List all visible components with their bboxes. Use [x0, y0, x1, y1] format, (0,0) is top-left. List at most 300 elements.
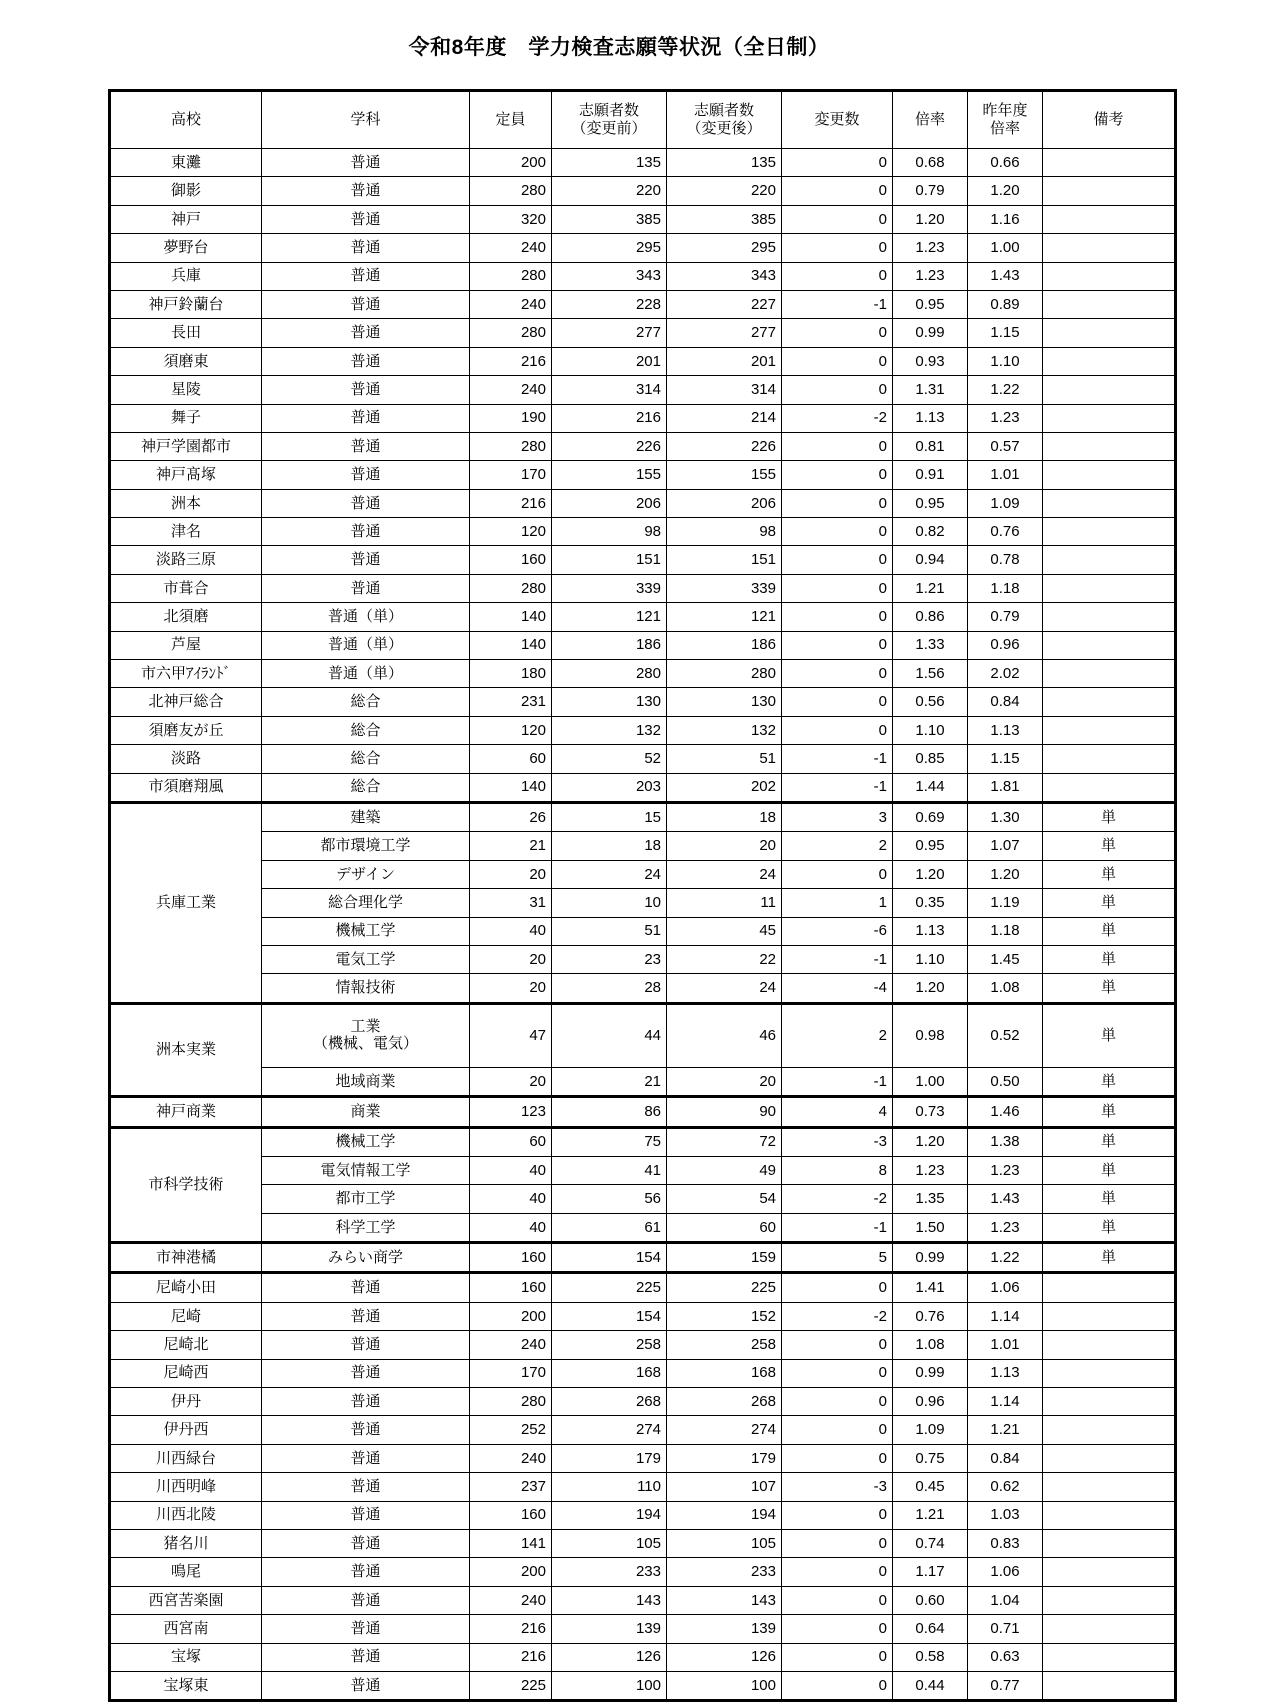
cell-department: 普通 — [262, 1331, 470, 1359]
cell-applicants-after: 98 — [667, 518, 782, 546]
cell-note — [1043, 149, 1176, 177]
cell-applicants-before: 24 — [552, 860, 667, 888]
cell-applicants-after: 295 — [667, 234, 782, 262]
cell-school: 西宮苦楽園 — [110, 1586, 262, 1614]
table-row — [110, 889, 1176, 917]
cell-capacity: 140 — [470, 773, 552, 802]
cell-last-year-ratio: 1.00 — [968, 234, 1043, 262]
cell-change: 0 — [782, 1671, 893, 1700]
cell-department: 普通 — [262, 290, 470, 318]
cell-capacity: 160 — [470, 1273, 552, 1302]
cell-note: 単 — [1043, 1097, 1176, 1127]
cell-note — [1043, 1529, 1176, 1557]
table-row — [110, 773, 1176, 802]
cell-applicants-after: 11 — [667, 889, 782, 917]
table-row — [110, 319, 1176, 347]
cell-applicants-before: 154 — [552, 1302, 667, 1330]
cell-ratio: 1.21 — [893, 574, 968, 602]
cell-applicants-after: 105 — [667, 1529, 782, 1557]
cell-department: 普通 — [262, 546, 470, 574]
table-row — [110, 1273, 1176, 1302]
cell-department: 普通 — [262, 574, 470, 602]
applicants-after-line2: （変更後） — [686, 120, 762, 137]
cell-change: 0 — [782, 716, 893, 744]
cell-capacity: 40 — [470, 1213, 552, 1242]
cell-ratio: 0.99 — [893, 1243, 968, 1273]
cell-department: 総合 — [262, 716, 470, 744]
cell-capacity: 216 — [470, 1643, 552, 1671]
cell-last-year-ratio: 0.78 — [968, 546, 1043, 574]
cell-department: 電気情報工学 — [262, 1156, 470, 1184]
cell-department: 商業 — [262, 1097, 470, 1127]
cell-applicants-after: 202 — [667, 773, 782, 802]
cell-last-year-ratio: 1.38 — [968, 1127, 1043, 1156]
table-row — [110, 1359, 1176, 1387]
cell-applicants-after: 280 — [667, 660, 782, 688]
cell-capacity: 40 — [470, 1156, 552, 1184]
cell-capacity: 280 — [470, 432, 552, 460]
table-row — [110, 660, 1176, 688]
cell-department: 機械工学 — [262, 1127, 470, 1156]
applications-table-container — [108, 89, 1174, 1702]
cell-change: -1 — [782, 945, 893, 973]
cell-school: 市科学技術 — [110, 1127, 262, 1243]
cell-applicants-before: 233 — [552, 1558, 667, 1586]
cell-last-year-ratio: 1.21 — [968, 1416, 1043, 1444]
cell-last-year-ratio: 1.23 — [968, 404, 1043, 432]
cell-capacity: 237 — [470, 1473, 552, 1501]
cell-change: -1 — [782, 290, 893, 318]
table-header-row — [110, 91, 1176, 149]
cell-last-year-ratio: 0.96 — [968, 631, 1043, 659]
table-row — [110, 745, 1176, 773]
cell-ratio: 0.74 — [893, 1529, 968, 1557]
cell-department: 普通 — [262, 1416, 470, 1444]
cell-applicants-after: 60 — [667, 1213, 782, 1242]
cell-last-year-ratio: 1.14 — [968, 1388, 1043, 1416]
cell-ratio: 0.95 — [893, 290, 968, 318]
cell-applicants-before: 98 — [552, 518, 667, 546]
cell-department: 普通 — [262, 1444, 470, 1472]
page-title: 令和8年度 学力検査志願等状況（全日制） — [408, 36, 830, 59]
cell-ratio: 0.76 — [893, 1302, 968, 1330]
cell-note — [1043, 1558, 1176, 1586]
table-row — [110, 1586, 1176, 1614]
cell-note: 単 — [1043, 860, 1176, 888]
column-header-note: 備考 — [1043, 91, 1176, 149]
cell-applicants-after: 107 — [667, 1473, 782, 1501]
table-row — [110, 574, 1176, 602]
cell-department: 総合 — [262, 688, 470, 716]
cell-applicants-before: 44 — [552, 1003, 667, 1067]
cell-applicants-before: 135 — [552, 149, 667, 177]
cell-school: 西宮南 — [110, 1615, 262, 1643]
cell-applicants-before: 23 — [552, 945, 667, 973]
cell-ratio: 0.99 — [893, 1359, 968, 1387]
cell-capacity: 252 — [470, 1416, 552, 1444]
cell-ratio: 1.50 — [893, 1213, 968, 1242]
cell-ratio: 0.73 — [893, 1097, 968, 1127]
cell-department: 普通 — [262, 149, 470, 177]
cell-applicants-after: 90 — [667, 1097, 782, 1127]
cell-note — [1043, 518, 1176, 546]
cell-note: 単 — [1043, 1213, 1176, 1242]
cell-applicants-before: 201 — [552, 347, 667, 375]
cell-change: 0 — [782, 1615, 893, 1643]
cell-change: 0 — [782, 1416, 893, 1444]
cell-change: -3 — [782, 1473, 893, 1501]
cell-department: 普通 — [262, 376, 470, 404]
cell-applicants-after: 143 — [667, 1586, 782, 1614]
cell-change: 0 — [782, 1359, 893, 1387]
cell-ratio: 0.82 — [893, 518, 968, 546]
cell-department: 科学工学 — [262, 1213, 470, 1242]
cell-ratio: 0.85 — [893, 745, 968, 773]
cell-ratio: 0.58 — [893, 1643, 968, 1671]
cell-last-year-ratio: 1.22 — [968, 376, 1043, 404]
cell-last-year-ratio: 1.45 — [968, 945, 1043, 973]
table-body — [110, 149, 1176, 1701]
cell-last-year-ratio: 1.43 — [968, 262, 1043, 290]
cell-school: 須磨友が丘 — [110, 716, 262, 744]
table-row — [110, 1558, 1176, 1586]
cell-last-year-ratio: 1.20 — [968, 860, 1043, 888]
cell-applicants-after: 225 — [667, 1273, 782, 1302]
cell-school: 市葺合 — [110, 574, 262, 602]
cell-applicants-after: 72 — [667, 1127, 782, 1156]
cell-applicants-after: 206 — [667, 489, 782, 517]
cell-note — [1043, 404, 1176, 432]
table-header — [110, 91, 1176, 149]
table-row — [110, 1529, 1176, 1557]
cell-change: 0 — [782, 631, 893, 659]
cell-ratio: 0.99 — [893, 319, 968, 347]
cell-change: -2 — [782, 1185, 893, 1213]
cell-school: 芦屋 — [110, 631, 262, 659]
cell-department: 普通（単） — [262, 660, 470, 688]
cell-ratio: 1.23 — [893, 234, 968, 262]
cell-applicants-before: 314 — [552, 376, 667, 404]
cell-change: 0 — [782, 489, 893, 517]
cell-applicants-after: 45 — [667, 917, 782, 945]
cell-ratio: 0.45 — [893, 1473, 968, 1501]
cell-department: 普通 — [262, 1529, 470, 1557]
cell-change: 0 — [782, 262, 893, 290]
cell-applicants-after: 139 — [667, 1615, 782, 1643]
cell-note — [1043, 603, 1176, 631]
cell-applicants-before: 100 — [552, 1671, 667, 1700]
cell-school: 宝塚東 — [110, 1671, 262, 1700]
cell-capacity: 240 — [470, 290, 552, 318]
cell-applicants-after: 194 — [667, 1501, 782, 1529]
cell-applicants-after: 220 — [667, 177, 782, 205]
cell-note — [1043, 1416, 1176, 1444]
cell-applicants-before: 343 — [552, 262, 667, 290]
cell-school: 尼崎西 — [110, 1359, 262, 1387]
cell-school: 神戸鈴蘭台 — [110, 290, 262, 318]
cell-last-year-ratio: 1.46 — [968, 1097, 1043, 1127]
cell-last-year-ratio: 1.08 — [968, 974, 1043, 1003]
cell-last-year-ratio: 1.43 — [968, 1185, 1043, 1213]
cell-applicants-before: 179 — [552, 1444, 667, 1472]
cell-change: 0 — [782, 518, 893, 546]
cell-department: 普通 — [262, 177, 470, 205]
cell-department: 普通（単） — [262, 631, 470, 659]
cell-applicants-before: 225 — [552, 1273, 667, 1302]
cell-applicants-before: 206 — [552, 489, 667, 517]
cell-applicants-after: 132 — [667, 716, 782, 744]
cell-last-year-ratio: 2.02 — [968, 660, 1043, 688]
table-row — [110, 688, 1176, 716]
cell-note — [1043, 290, 1176, 318]
cell-department: 普通 — [262, 1302, 470, 1330]
cell-applicants-after: 168 — [667, 1359, 782, 1387]
cell-department: 普通 — [262, 1473, 470, 1501]
cell-school: 洲本 — [110, 489, 262, 517]
cell-note — [1043, 688, 1176, 716]
table-row — [110, 974, 1176, 1003]
cell-school: 市神港橘 — [110, 1243, 262, 1273]
cell-school: 川西北陵 — [110, 1501, 262, 1529]
cell-change: 0 — [782, 376, 893, 404]
table-row — [110, 518, 1176, 546]
cell-change: 3 — [782, 802, 893, 831]
cell-applicants-after: 24 — [667, 860, 782, 888]
cell-applicants-before: 61 — [552, 1213, 667, 1242]
cell-applicants-after: 22 — [667, 945, 782, 973]
cell-capacity: 40 — [470, 1185, 552, 1213]
table-row — [110, 945, 1176, 973]
column-header-applicants-after — [667, 91, 782, 149]
cell-note: 単 — [1043, 1127, 1176, 1156]
cell-change: 0 — [782, 688, 893, 716]
cell-change: -2 — [782, 1302, 893, 1330]
cell-note: 単 — [1043, 832, 1176, 860]
cell-ratio: 0.69 — [893, 802, 968, 831]
table-row — [110, 1243, 1176, 1273]
cell-change: -2 — [782, 404, 893, 432]
cell-school: 北神戸総合 — [110, 688, 262, 716]
cell-department: 建築 — [262, 802, 470, 831]
cell-capacity: 240 — [470, 376, 552, 404]
cell-capacity: 141 — [470, 1529, 552, 1557]
cell-ratio: 1.44 — [893, 773, 968, 802]
cell-note — [1043, 1302, 1176, 1330]
cell-capacity: 280 — [470, 262, 552, 290]
cell-capacity: 20 — [470, 1067, 552, 1096]
cell-capacity: 240 — [470, 1444, 552, 1472]
cell-capacity: 170 — [470, 461, 552, 489]
cell-capacity: 240 — [470, 1331, 552, 1359]
cell-ratio: 1.00 — [893, 1067, 968, 1096]
cell-applicants-before: 28 — [552, 974, 667, 1003]
table-row — [110, 603, 1176, 631]
cell-ratio: 0.44 — [893, 1671, 968, 1700]
cell-last-year-ratio: 1.01 — [968, 1331, 1043, 1359]
cell-note — [1043, 376, 1176, 404]
cell-last-year-ratio: 1.06 — [968, 1273, 1043, 1302]
cell-applicants-before: 155 — [552, 461, 667, 489]
cell-applicants-before: 168 — [552, 1359, 667, 1387]
cell-applicants-before: 105 — [552, 1529, 667, 1557]
cell-note — [1043, 262, 1176, 290]
cell-applicants-before: 295 — [552, 234, 667, 262]
cell-applicants-before: 15 — [552, 802, 667, 831]
table-row — [110, 832, 1176, 860]
cell-department: 普通 — [262, 262, 470, 290]
cell-department: 普通 — [262, 518, 470, 546]
column-header-change: 変更数 — [782, 91, 893, 149]
cell-applicants-before: 186 — [552, 631, 667, 659]
cell-last-year-ratio: 0.57 — [968, 432, 1043, 460]
cell-applicants-before: 277 — [552, 319, 667, 347]
cell-last-year-ratio: 0.71 — [968, 1615, 1043, 1643]
cell-last-year-ratio: 1.09 — [968, 489, 1043, 517]
cell-school: 兵庫 — [110, 262, 262, 290]
cell-school: 御影 — [110, 177, 262, 205]
cell-ratio: 1.31 — [893, 376, 968, 404]
cell-department: 普通 — [262, 347, 470, 375]
cell-applicants-after: 343 — [667, 262, 782, 290]
table-row — [110, 177, 1176, 205]
cell-note: 単 — [1043, 917, 1176, 945]
cell-last-year-ratio: 1.14 — [968, 1302, 1043, 1330]
cell-note: 単 — [1043, 1185, 1176, 1213]
cell-note — [1043, 1586, 1176, 1614]
cell-last-year-ratio: 0.52 — [968, 1003, 1043, 1067]
cell-applicants-after: 233 — [667, 1558, 782, 1586]
cell-last-year-ratio: 1.01 — [968, 461, 1043, 489]
table-row — [110, 489, 1176, 517]
table-row — [110, 802, 1176, 831]
table-row — [110, 917, 1176, 945]
table-row — [110, 1213, 1176, 1242]
cell-applicants-before: 75 — [552, 1127, 667, 1156]
table-row — [110, 347, 1176, 375]
cell-capacity: 31 — [470, 889, 552, 917]
table-row — [110, 1388, 1176, 1416]
cell-ratio: 0.94 — [893, 546, 968, 574]
cell-applicants-before: 51 — [552, 917, 667, 945]
cell-capacity: 280 — [470, 177, 552, 205]
cell-change: 0 — [782, 1643, 893, 1671]
cell-school: 舞子 — [110, 404, 262, 432]
cell-school: 宝塚 — [110, 1643, 262, 1671]
table-row — [110, 1501, 1176, 1529]
cell-capacity: 47 — [470, 1003, 552, 1067]
cell-department: 普通 — [262, 1359, 470, 1387]
cell-applicants-after: 179 — [667, 1444, 782, 1472]
column-header-ratio: 倍率 — [893, 91, 968, 149]
cell-last-year-ratio: 1.06 — [968, 1558, 1043, 1586]
cell-applicants-after: 121 — [667, 603, 782, 631]
cell-capacity: 26 — [470, 802, 552, 831]
last-year-ratio-line1: 昨年度 — [982, 102, 1028, 120]
cell-applicants-after: 46 — [667, 1003, 782, 1067]
table-row — [110, 1671, 1176, 1700]
cell-applicants-before: 110 — [552, 1473, 667, 1501]
cell-last-year-ratio: 0.76 — [968, 518, 1043, 546]
cell-change: -1 — [782, 1067, 893, 1096]
cell-applicants-before: 194 — [552, 1501, 667, 1529]
table-row — [110, 1185, 1176, 1213]
cell-applicants-before: 10 — [552, 889, 667, 917]
column-header-capacity: 定員 — [470, 91, 552, 149]
cell-department: 普通（単） — [262, 603, 470, 631]
cell-applicants-after: 214 — [667, 404, 782, 432]
cell-capacity: 280 — [470, 319, 552, 347]
cell-change: 0 — [782, 1331, 893, 1359]
cell-capacity: 160 — [470, 1243, 552, 1273]
applicants-before-line2: （変更前） — [571, 120, 647, 137]
table-row — [110, 1416, 1176, 1444]
cell-school: 淡路 — [110, 745, 262, 773]
table-row — [110, 860, 1176, 888]
cell-capacity: 231 — [470, 688, 552, 716]
cell-change: 8 — [782, 1156, 893, 1184]
cell-department: 機械工学 — [262, 917, 470, 945]
cell-department: 普通 — [262, 1615, 470, 1643]
cell-department: 普通 — [262, 1558, 470, 1586]
cell-capacity: 160 — [470, 546, 552, 574]
cell-department: 普通 — [262, 1273, 470, 1302]
table-row — [110, 1331, 1176, 1359]
cell-note — [1043, 1473, 1176, 1501]
cell-note: 単 — [1043, 945, 1176, 973]
cell-department: 都市環境工学 — [262, 832, 470, 860]
cell-last-year-ratio: 0.63 — [968, 1643, 1043, 1671]
applications-table — [108, 89, 1177, 1702]
cell-ratio: 1.41 — [893, 1273, 968, 1302]
cell-change: 0 — [782, 347, 893, 375]
cell-department: 普通 — [262, 1388, 470, 1416]
cell-capacity: 225 — [470, 1671, 552, 1700]
table-row — [110, 716, 1176, 744]
cell-ratio: 1.23 — [893, 262, 968, 290]
cell-department: 普通 — [262, 404, 470, 432]
table-row — [110, 1156, 1176, 1184]
cell-ratio: 0.68 — [893, 149, 968, 177]
cell-capacity: 180 — [470, 660, 552, 688]
cell-change: 0 — [782, 1529, 893, 1557]
cell-note — [1043, 1615, 1176, 1643]
cell-last-year-ratio: 0.79 — [968, 603, 1043, 631]
cell-ratio: 0.96 — [893, 1388, 968, 1416]
cell-ratio: 0.75 — [893, 1444, 968, 1472]
cell-change: 0 — [782, 1444, 893, 1472]
cell-note — [1043, 319, 1176, 347]
cell-applicants-before: 151 — [552, 546, 667, 574]
table-row — [110, 1444, 1176, 1472]
cell-change: -3 — [782, 1127, 893, 1156]
cell-note — [1043, 574, 1176, 602]
cell-change: 0 — [782, 1388, 893, 1416]
column-header-last-year-ratio — [968, 91, 1043, 149]
cell-last-year-ratio: 0.83 — [968, 1529, 1043, 1557]
cell-school: 星陵 — [110, 376, 262, 404]
cell-applicants-after: 51 — [667, 745, 782, 773]
cell-last-year-ratio: 0.77 — [968, 1671, 1043, 1700]
cell-school: 神戸 — [110, 205, 262, 233]
cell-change: -1 — [782, 1213, 893, 1242]
cell-capacity: 170 — [470, 1359, 552, 1387]
cell-school: 須磨東 — [110, 347, 262, 375]
cell-note — [1043, 1359, 1176, 1387]
cell-applicants-after: 186 — [667, 631, 782, 659]
cell-change: 0 — [782, 234, 893, 262]
cell-change: 0 — [782, 319, 893, 347]
cell-applicants-before: 126 — [552, 1643, 667, 1671]
